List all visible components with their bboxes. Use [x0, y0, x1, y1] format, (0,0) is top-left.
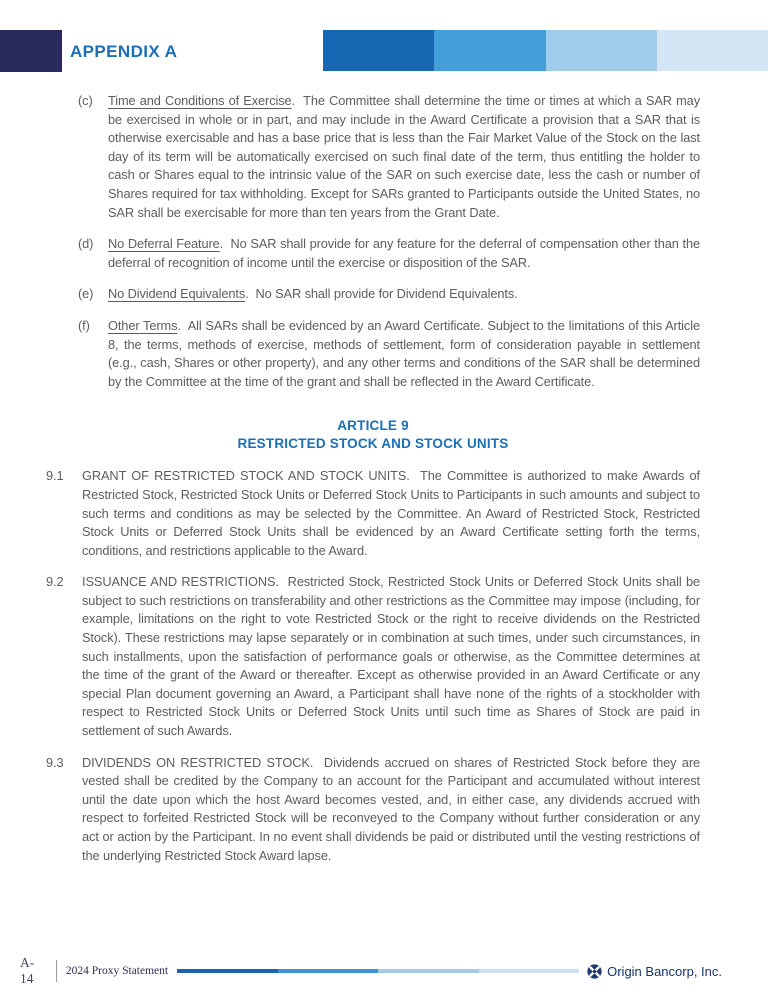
section-number: 9.1 [46, 468, 64, 484]
item-label: (e) [78, 286, 94, 302]
item-label: (d) [78, 236, 94, 252]
item-text: . All SARs shall be evidenced by an Award Certificate. Subject to the limitations of this Article 8, the terms, methods of exercise, methods of settlement, form of consideration payable in settlement (e.g., cash, Shares or other property), and any other terms and conditions of the SAR shall be determined by the Committee at the time of the grant and shall be reflected in the Award Certificate. [108, 317, 700, 389]
band-segment-1 [323, 30, 434, 71]
item-body [108, 92, 700, 222]
section-number: 9.3 [46, 754, 64, 770]
band-segment-4 [657, 30, 768, 71]
list-item-c [78, 92, 700, 222]
item-body [108, 285, 700, 304]
item-label: (c) [78, 93, 93, 108]
appendix-title: APPENDIX A [70, 42, 178, 61]
section-text: ISSUANCE AND RESTRICTIONS. Restricted Stock, Restricted Stock Units or Deferred Stock Units shall be subject to such restrictions on transferability and other restrictions as the Committee may impose (including, for example, limitations on the right to vote Restricted Stock or the right to receive dividends on the Restricted Stock). These restrictions may lapse separately or in combination at such times, under such circumstances, in such installments, upon the satisfaction of performance goals or otherwise, as the Committee determines at the time of the grant of the Award or thereafter. Except as otherwise provided in an Award Certificate or any special Plan document governing an Award, a Participant shall have none of the rights of a stockholder with respect to Restricted Stock Units or Deferred Stock Units until such time as Shares of Stock are paid in settlement of such Awards. [82, 574, 700, 739]
band-segment-3 [546, 30, 657, 71]
item-heading: Time and Conditions of Exercise [108, 93, 292, 108]
bar-segment-3 [378, 969, 479, 973]
bar-segment-2 [278, 969, 379, 973]
item-heading: No Deferral Feature [108, 236, 220, 252]
item-text: . The Committee shall determine the time or times at which a SAR may be exercised in whole or in part, and may include in the Award Certificate a provision that a SAR that is otherwise exercisable and has a base price that is less than the Fair Market Value of the Stock on the last day of its term will be automatically exercised on such final date of the term, thus entitling the holder to cash or Shares equal to the intrinsic value of the SAR on such exercise date, less the cash or number of Shares required for tax withholding. Except for SARs granted to Participants outside the United States, no SAR shall be exercisable for more than ten years from the Grant Date. [108, 93, 700, 220]
article-heading-line2: RESTRICTED STOCK AND STOCK UNITS [237, 436, 509, 452]
item-body [108, 317, 700, 391]
item-text: . No SAR shall provide for Dividend Equivalents. [245, 286, 518, 302]
section-text: GRANT OF RESTRICTED STOCK AND STOCK UNITS. The Committee is authorized to make Awards of Restricted Stock, Restricted Stock Units or Deferred Stock Units to Participants in such amounts and subject to such terms and conditions as may be selected by the Committee. An Award of Restricted Stock, Restricted Stock Units or Deferred Stock Units shall be evidenced by an Award Certificate setting forth the terms, conditions, and restrictions applicable to the Award. [82, 468, 700, 558]
list-item-f [78, 317, 700, 391]
footer-gradient-bar [177, 969, 579, 973]
bar-segment-1 [177, 969, 278, 973]
section-9-2 [46, 573, 700, 740]
footer-doc-title: 2024 Proxy Statement [65, 965, 169, 977]
item-heading: Other Terms [108, 317, 178, 333]
footer-page-number: A-14 [20, 955, 35, 986]
item-text: . No SAR shall provide for any feature for the deferral of compensation other than the deferral of recognition of income until the exercise or disposition of the SAR. [108, 236, 700, 270]
item-body [108, 235, 700, 272]
item-label: (f) [78, 317, 90, 333]
section-text: DIVIDENDS ON RESTRICTED STOCK. Dividends accrued on shares of Restricted Stock before they are vested shall be credited by the Company to an account for the Participant and accumulated without interest until the date upon which the host Award becomes vested, and, in either case, any dividends accrued with respect to forfeited Restricted Stock will be reconveyed to the Company without further consideration or any act or action by the Participant. In no event shall dividends be paid or distributed until the vesting restrictions of the underlying Restricted Stock Award lapse. [82, 754, 700, 863]
list-item-d [78, 235, 700, 272]
bar-segment-4 [479, 969, 580, 973]
footer-separator [56, 960, 57, 982]
document-body [46, 92, 700, 878]
item-heading: No Dividend Equivalents [108, 286, 246, 302]
section-9-1 [46, 467, 700, 560]
footer-company-name: Origin Bancorp, Inc. [607, 963, 722, 979]
origin-logo-icon [587, 964, 602, 979]
header-navy-block [0, 30, 62, 72]
list-item-e [78, 285, 700, 304]
section-number: 9.2 [46, 574, 64, 590]
header-gradient-band [323, 30, 768, 71]
article-heading [46, 417, 700, 453]
band-segment-2 [434, 30, 545, 71]
article-heading-line1: ARTICLE 9 [337, 418, 409, 434]
page-footer [20, 955, 722, 986]
section-9-3 [46, 754, 700, 866]
